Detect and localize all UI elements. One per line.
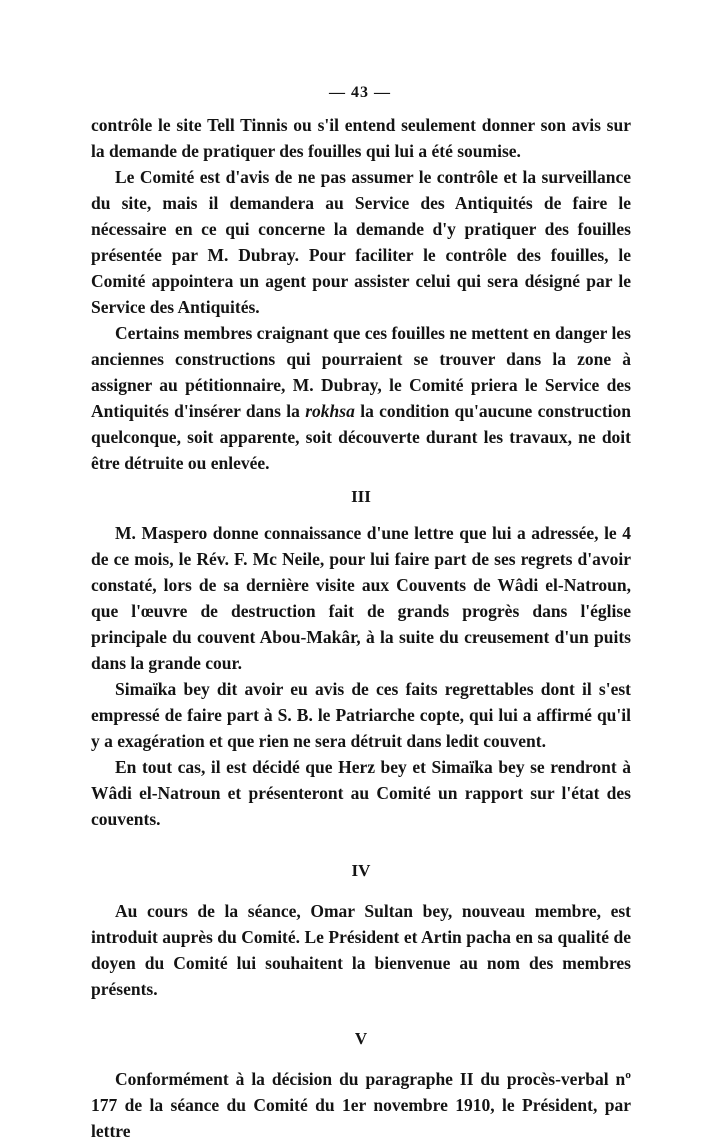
section-heading-5: V	[354, 1029, 368, 1048]
paragraph-text: Certains membres craignant que ces fouilles ne mettent en danger les anciennes constructions qui pourraient se trouver dans la zone à assigner au pétitionnaire, M. Dubray, le Comité priera le Service des Antiquités d'insérer dans la	[91, 323, 631, 421]
paragraph: Au cours de la séance, Omar Sultan bey, nouveau membre, est introduit auprès du Comité. Le Président et Artin pacha en sa qualité de doyen du Comité lui souhaitent la bienvenue au nom des membres présents.	[91, 901, 631, 999]
paragraph	[91, 320, 631, 476]
italic-term: rokhsa	[305, 401, 355, 421]
section-heading-3: III	[351, 487, 371, 506]
paragraph: En tout cas, il est décidé que Herz bey et Simaïka bey se rendront à Wâdi el-Natroun et présenteront au Comité un rapport sur l'état des couvents.	[91, 757, 631, 829]
paragraph-text: la condition qu'aucune construction quelconque, soit apparente, soit découverte durant les travaux, ne doit être détruite ou enlevée.	[91, 401, 631, 473]
body-text	[91, 112, 631, 1144]
section-heading-4: IV	[351, 861, 371, 880]
page-number: — 43 —	[329, 84, 391, 101]
paragraph: Le Comité est d'avis de ne pas assumer le contrôle et la surveillance du site, mais il demandera au Service des Antiquités de faire le nécessaire en ce qui concerne la demande d'y pratiquer des fouilles présentée par M. Dubray. Pour faciliter le contrôle des fouilles, le Comité appointera un agent pour assister celui qui sera désigné par le Service des Antiquités.	[91, 167, 631, 317]
paragraph: M. Maspero donne connaissance d'une lettre que lui a adressée, le 4 de ce mois, le Rév. F. Mc Neile, pour lui faire part de ses regrets d'avoir constaté, lors de sa dernière visite aux Couvents de Wâdi el-Natroun, que l'œuvre de destruction fait de grands progrès dans l'église principale du couvent Abou-Makâr, à la suite du creusement d'un puits dans la grande cour.	[91, 523, 631, 673]
paragraph: Simaïka bey dit avoir eu avis de ces faits regrettables dont il s'est empressé de faire part à S. B. le Patriarche copte, qui lui a affirmé qu'il y a exagération et que rien ne sera détruit dans ledit couvent.	[91, 679, 631, 751]
paragraph: contrôle le site Tell Tinnis ou s'il entend seulement donner son avis sur la demande de pratiquer des fouilles qui lui a été soumise.	[91, 115, 631, 161]
paragraph: Conformément à la décision du paragraphe II du procès-verbal nº 177 de la séance du Comité du 1er novembre 1910, le Président, par lettre	[91, 1069, 631, 1141]
